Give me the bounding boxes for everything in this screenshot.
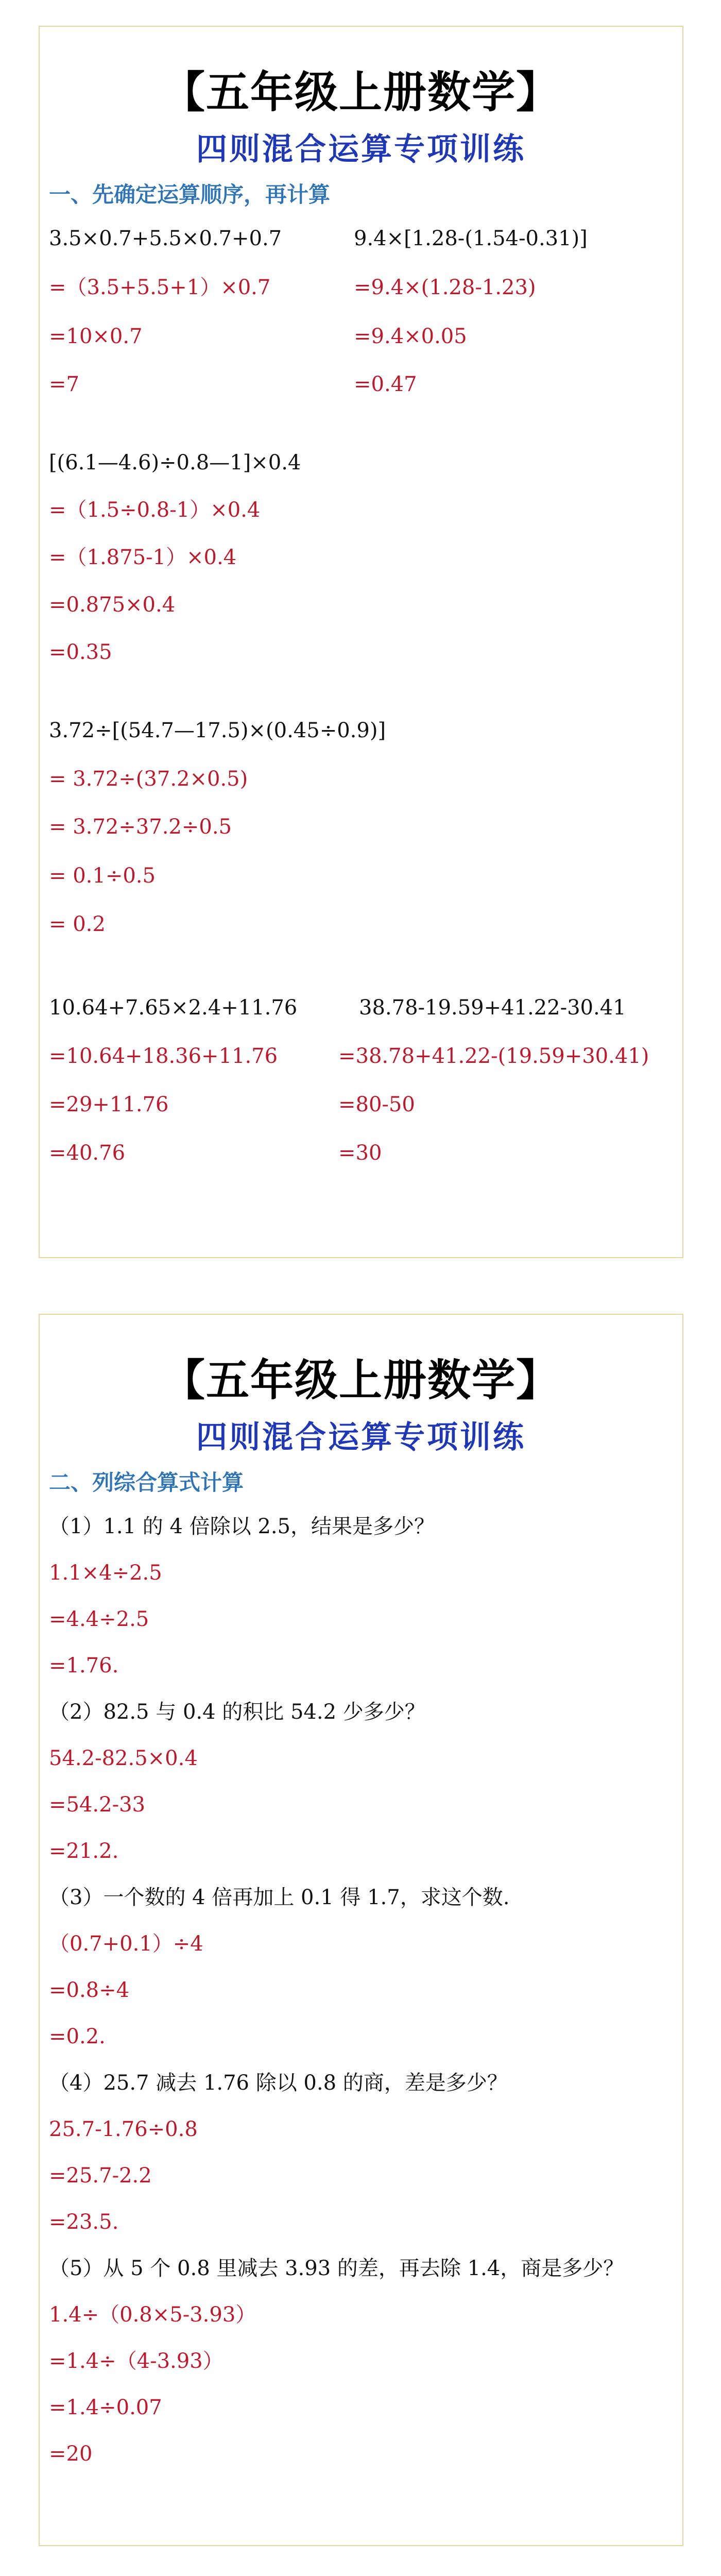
solution-step: 54.2-82.5×0.4 xyxy=(49,1747,198,1770)
solution-step: =30 xyxy=(338,1141,382,1165)
solution-step: =9.4×(1.28-1.23) xyxy=(354,276,536,299)
solution-step: =54.2-33 xyxy=(49,1793,145,1817)
worksheet-page-2 xyxy=(39,1314,683,2546)
page-title: 【五年级上册数学】 xyxy=(161,66,560,117)
solution-step: =9.4×0.05 xyxy=(354,325,467,348)
solution-step: =0.2. xyxy=(49,2025,106,2048)
solution-step: =0.35 xyxy=(49,640,112,664)
question-text: （5）从 5 个 0.8 里减去 3.93 的差，再去除 1.4，商是多少？ xyxy=(49,2257,624,2280)
solution-step: =7 xyxy=(49,372,79,396)
solution-step: 1.4÷（0.8×5-3.93） xyxy=(49,2303,256,2327)
section-heading: 二、列综合算式计算 xyxy=(49,1470,244,1495)
problem-expression: 9.4×[1.28-(1.54-0.31)] xyxy=(354,227,588,250)
solution-step: =（1.5÷0.8-1）×0.4 xyxy=(49,498,261,522)
solution-step: = 3.72÷37.2÷0.5 xyxy=(49,815,232,839)
solution-step: =（3.5+5.5+1）×0.7 xyxy=(49,276,271,299)
question-text: （2）82.5 与 0.4 的积比 54.2 少多少？ xyxy=(49,1700,425,1724)
solution-step: =4.4÷2.5 xyxy=(49,1607,149,1631)
solution-step: =0.8÷4 xyxy=(49,1978,130,2002)
problem-expression: 3.72÷[(54.7—17.5)×(0.45÷0.9)] xyxy=(49,719,386,742)
solution-step: =80-50 xyxy=(338,1093,415,1116)
solution-step: =25.7-2.2 xyxy=(49,2164,152,2188)
solution-step: =10×0.7 xyxy=(49,325,143,348)
solution-step: 25.7-1.76÷0.8 xyxy=(49,2117,198,2141)
solution-step: = 0.2 xyxy=(49,912,106,936)
solution-step: =1.4÷0.07 xyxy=(49,2396,162,2419)
solution-step: =0.875×0.4 xyxy=(49,593,176,617)
problem-expression: 3.5×0.7+5.5×0.7+0.7 xyxy=(49,227,282,250)
solution-step: =10.64+18.36+11.76 xyxy=(49,1044,278,1068)
page-subtitle: 四则混合运算专项训练 xyxy=(196,131,526,167)
problem-expression: [(6.1—4.6)÷0.8—1]×0.4 xyxy=(49,451,301,474)
worksheet-page-1 xyxy=(39,26,683,1258)
solution-step: =20 xyxy=(49,2442,93,2466)
solution-step: =1.76. xyxy=(49,1654,119,1677)
solution-step: =38.78+41.22-(19.59+30.41) xyxy=(338,1044,649,1068)
solution-step: =（1.875-1）×0.4 xyxy=(49,546,237,569)
problem-expression: 38.78-19.59+41.22-30.41 xyxy=(359,996,626,1020)
solution-step: = 3.72÷(37.2×0.5) xyxy=(49,767,248,791)
solution-step: =1.4÷（4-3.93） xyxy=(49,2349,224,2373)
solution-step: =40.76 xyxy=(49,1141,126,1165)
problem-expression: 10.64+7.65×2.4+11.76 xyxy=(49,996,298,1020)
solution-step: =0.47 xyxy=(354,372,417,396)
page-title: 【五年级上册数学】 xyxy=(161,1354,560,1405)
page-subtitle: 四则混合运算专项训练 xyxy=(196,1419,526,1455)
solution-step: 1.1×4÷2.5 xyxy=(49,1561,162,1585)
question-text: （1）1.1 的 4 倍除以 2.5，结果是多少？ xyxy=(49,1515,435,1538)
solution-step: =23.5. xyxy=(49,2210,119,2234)
solution-step: =21.2. xyxy=(49,1839,119,1863)
question-text: （4）25.7 减去 1.76 除以 0.8 的商，差是多少？ xyxy=(49,2071,508,2095)
solution-step: =29+11.76 xyxy=(49,1093,169,1116)
solution-step: = 0.1÷0.5 xyxy=(49,864,156,888)
solution-step: （0.7+0.1）÷4 xyxy=(49,1932,203,1956)
section-heading: 一、先确定运算顺序，再计算 xyxy=(49,182,331,207)
question-text: （3）一个数的 4 倍再加上 0.1 得 1.7，求这个数. xyxy=(49,1886,510,1909)
